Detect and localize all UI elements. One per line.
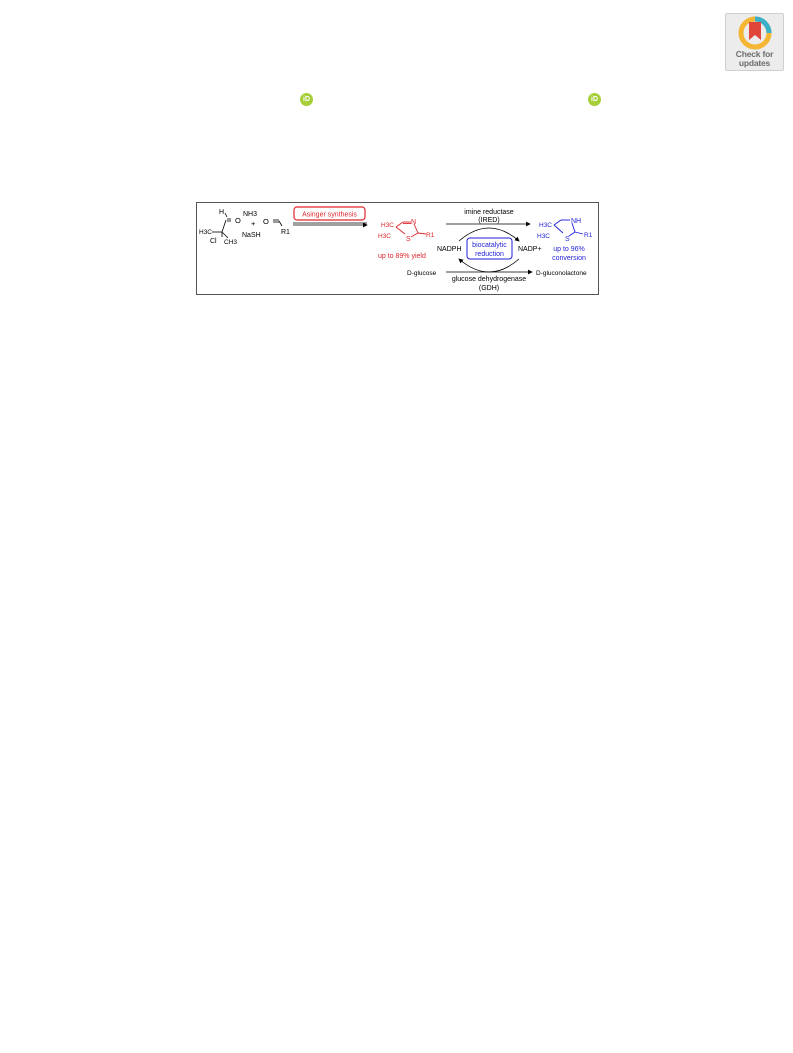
thiazolidine-r1: R1: [584, 232, 593, 239]
thiazoline-h3c-top: H3C: [381, 222, 395, 229]
sm-plus: +: [251, 219, 256, 228]
thiazoline-s: S: [406, 236, 411, 243]
cycle-nadp: NADP+: [518, 246, 542, 253]
thiazolidine-nh: NH: [571, 218, 582, 225]
thiazolidine-conversion-line2: conversion: [552, 255, 586, 262]
asinger-synthesis-label: Asinger synthesis: [302, 211, 357, 219]
thiazoline-h3c-bottom: H3C: [378, 233, 392, 240]
sm-aldehyde-o: O: [263, 217, 269, 226]
sm-r1: R1: [281, 229, 290, 236]
enzyme-top-abbr: (IRED): [478, 217, 500, 224]
orcid-icon[interactable]: iD: [588, 93, 601, 106]
cycle-box-line1: biocatalytic: [472, 242, 507, 249]
thiazolidine-conversion-line1: up to 96%: [553, 246, 585, 253]
sm-nh3: NH3: [243, 211, 258, 218]
sm-o: O: [235, 216, 241, 225]
glucose-label: D-glucose: [407, 270, 437, 277]
thiazolidine-h3c-top: H3C: [539, 222, 553, 229]
sm-nash: NaSH: [242, 232, 261, 239]
sm-h: H: [219, 209, 225, 216]
badge-text-line2: updates: [738, 58, 771, 68]
cycle-arc-bottom: [459, 259, 519, 272]
thiazoline-n: N: [411, 219, 417, 226]
thiazoline-yield: up to 89% yield: [378, 253, 426, 260]
gluconolactone-label: D-gluconolactone: [536, 270, 587, 277]
cycle-box-line2: reduction: [475, 251, 504, 258]
orcid-icon[interactable]: iD: [300, 93, 313, 106]
enzyme-bottom-name: glucose dehydrogenase: [451, 276, 527, 283]
cycle-nadph: NADPH: [437, 246, 462, 253]
thiazoline-r1: R1: [426, 232, 435, 239]
reaction-scheme: [196, 202, 599, 295]
thiazolidine-s: S: [565, 236, 570, 243]
sm-cl: Cl: [210, 238, 217, 245]
reaction-scheme-drawing: [197, 203, 600, 296]
thiazolidine-h3c-bottom: H3C: [537, 233, 551, 240]
enzyme-top-name: imine reductase: [464, 209, 514, 216]
enzyme-bottom-abbr: (GDH): [478, 285, 500, 292]
crossmark-icon: [738, 16, 772, 50]
check-for-updates-badge[interactable]: [725, 13, 784, 71]
sm-h3c: H3C: [199, 229, 213, 236]
badge-text-line1: Check for: [735, 49, 774, 59]
sm-ch3: CH3: [224, 239, 238, 246]
